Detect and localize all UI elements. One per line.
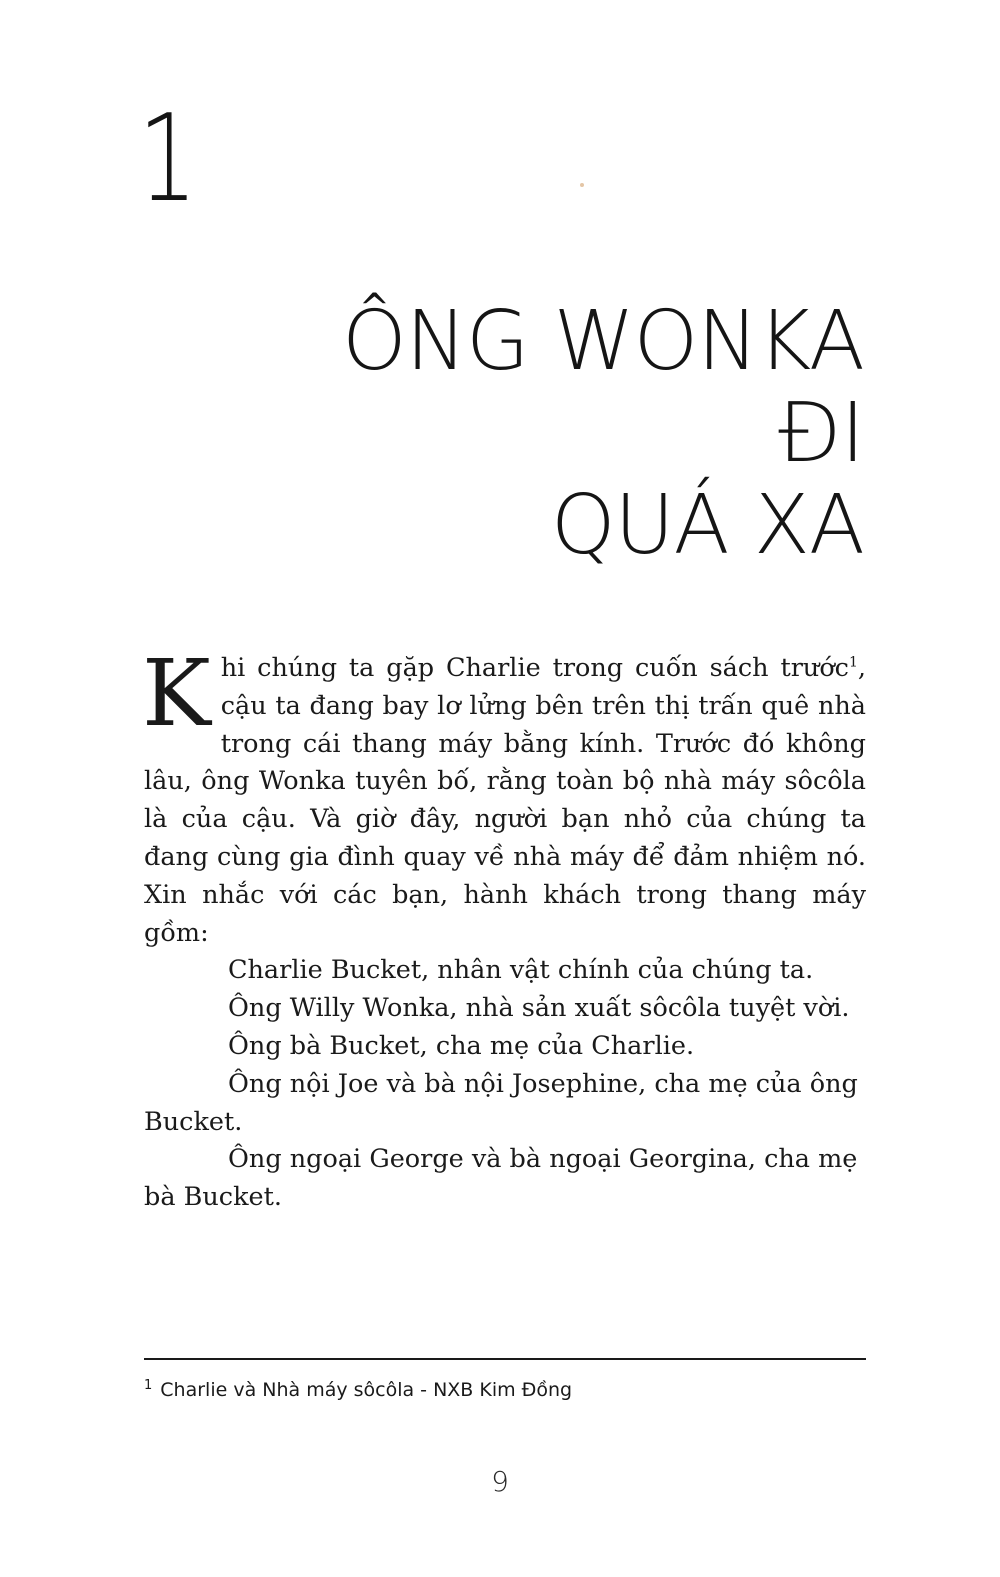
footnote-text: Charlie và Nhà máy sôcôla - NXB Kim Đồng bbox=[160, 1379, 573, 1401]
passenger-line: Ông nội Joe và bà nội Josephine, cha mẹ của ông Bucket. bbox=[144, 1068, 858, 1137]
chapter-title bbox=[244, 296, 864, 572]
footnote-marker: 1 bbox=[144, 1377, 153, 1393]
passenger-line: Ông ngoại George và bà ngoại Georgina, cha mẹ bà Bucket. bbox=[144, 1144, 858, 1213]
chapter-title-line-2: QUÁ XA bbox=[551, 478, 864, 573]
drop-cap: K bbox=[142, 640, 211, 747]
chapter-title-line-1: ÔNG WONKA ĐI bbox=[342, 294, 864, 481]
opening-paragraph bbox=[142, 640, 866, 952]
passenger-line: Ông Willy Wonka, nhà sản xuất sôcôla tuyệt vời. bbox=[228, 993, 850, 1024]
passenger-line: Charlie Bucket, nhân vật chính của chúng ta. bbox=[228, 955, 814, 986]
opening-text-part-2: , cậu ta đang bay lơ lửng bên trên thị trấn quê nhà trong cái thang máy bằng kính. Trước đó không lâu, ông Wonka tuyên bố, rằng toàn bộ nhà máy sôcôla là của cậu. Và giờ đây, người bạn nhỏ của chúng ta đang cùng gia đình quay về nhà máy để đảm nhiệm nó. Xin nhắc với các bạn, hành khách trong thang máy gồm: bbox=[144, 653, 866, 948]
chapter-number: 1 bbox=[138, 90, 198, 229]
page-number: 9 bbox=[491, 1465, 509, 1498]
passenger-line: Ông bà Bucket, cha mẹ của Charlie. bbox=[228, 1030, 695, 1061]
paper-speck bbox=[580, 183, 584, 187]
footnote-reference: 1 bbox=[848, 654, 858, 671]
footnote-divider bbox=[144, 1358, 866, 1360]
footnote bbox=[144, 1376, 866, 1404]
opening-text-part-1: hi chúng ta gặp Charlie trong cuốn sách trước bbox=[220, 653, 849, 683]
body-text bbox=[142, 640, 866, 1217]
